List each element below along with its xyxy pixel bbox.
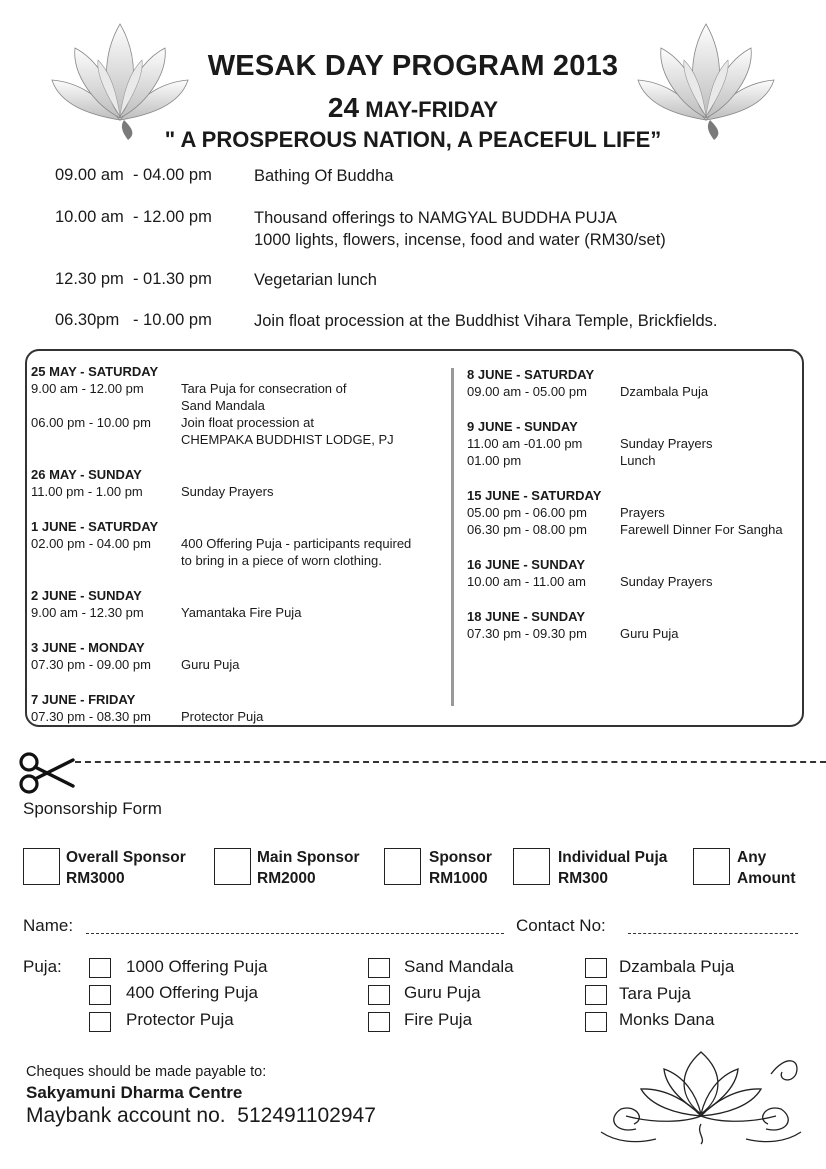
main-sponsor-checkbox[interactable] (214, 848, 251, 885)
schedule-row (467, 521, 802, 538)
puja-option-label: 400 Offering Puja (126, 983, 258, 1002)
schedule-desc: Yamantaka Fire Puja (181, 605, 302, 620)
schedule-desc: Sunday Prayers (620, 436, 713, 451)
puja-checkbox[interactable] (585, 958, 607, 978)
schedule-day-block (467, 556, 802, 590)
schedule-day-block (31, 363, 451, 448)
schedule-row (31, 552, 451, 569)
account-label: Maybank account no. (26, 1104, 226, 1127)
individual-puja-checkbox[interactable] (513, 848, 550, 885)
form-title: Sponsorship Form (23, 799, 162, 818)
schedule-desc: 400 Offering Puja - participants required (181, 536, 412, 551)
puja-option-label: Guru Puja (404, 983, 481, 1002)
puja-checkbox[interactable] (368, 1012, 390, 1032)
column-divider (451, 368, 454, 706)
date-number: 24 (327, 92, 360, 123)
schedule-day-heading: 18 JUNE - SUNDAY (467, 609, 586, 624)
schedule-desc: Sand Mandala (181, 398, 265, 413)
cut-line (75, 761, 826, 763)
program-desc: Thousand offerings to NAMGYAL BUDDHA PUJA 1000 lights, flowers, incense, food and water (RM30/set) (254, 209, 666, 249)
schedule-day-block (31, 587, 451, 621)
schedule-day-block (31, 518, 451, 569)
schedule-time: 07.30 pm - 09.30 pm (467, 626, 587, 641)
schedule-time: 06.00 pm - 10.00 pm (31, 415, 151, 430)
schedule-time: 9.00 am - 12.30 pm (31, 605, 144, 620)
program-time: 06.30pm - 10.00 pm (55, 311, 212, 329)
schedule-row (31, 380, 451, 397)
schedule-day-block (31, 639, 451, 673)
schedule-day-heading: 9 JUNE - SUNDAY (467, 419, 578, 434)
date-weekday: MAY-FRIDAY (365, 97, 499, 122)
schedule-time: 07.30 pm - 08.30 pm (31, 709, 151, 724)
schedule-day-block (31, 466, 451, 500)
schedule-row (467, 625, 802, 642)
any-amount-checkbox[interactable] (693, 848, 730, 885)
schedule-time: 10.00 am - 11.00 am (467, 574, 586, 589)
contact-label: Contact No: (516, 916, 606, 935)
schedule-row (31, 708, 451, 725)
overall-sponsor-label: Overall Sponsor RM3000 (66, 849, 186, 887)
schedule-row (31, 397, 451, 414)
schedule-time: 11.00 am -01.00 pm (467, 436, 583, 451)
puja-label: Puja: (23, 957, 62, 976)
puja-checkbox[interactable] (585, 985, 607, 1005)
schedule-row (467, 383, 802, 400)
schedule-time: 11.00 pm - 1.00 pm (31, 484, 143, 499)
schedule-time: 09.00 am - 05.00 pm (467, 384, 587, 399)
schedule-time: 01.00 pm (467, 453, 522, 468)
puja-option-label: Sand Mandala (404, 957, 514, 976)
puja-option-label: 1000 Offering Puja (126, 957, 268, 976)
schedule-day-heading: 7 JUNE - FRIDAY (31, 692, 136, 707)
schedule-day-block (467, 366, 802, 400)
event-date (0, 92, 826, 124)
schedule-row (467, 452, 802, 469)
sponsor-checkbox[interactable] (384, 848, 421, 885)
schedule-desc: Farewell Dinner For Sangha (620, 522, 783, 537)
puja-option-label: Monks Dana (619, 1010, 715, 1029)
schedule-day-block (467, 608, 802, 642)
schedule-day-heading: 15 JUNE - SATURDAY (467, 488, 602, 503)
schedule-day-heading: 2 JUNE - SUNDAY (31, 588, 142, 603)
lotus-outline-icon (596, 1044, 806, 1149)
schedule-desc: Guru Puja (181, 657, 240, 672)
schedule-desc: to bring in a piece of worn clothing. (181, 553, 382, 568)
schedule-row (31, 656, 451, 673)
schedule-day-block (31, 691, 451, 725)
puja-checkbox[interactable] (89, 985, 111, 1005)
program-time: 10.00 am - 12.00 pm (55, 208, 212, 226)
schedule-day-heading: 26 MAY - SUNDAY (31, 467, 142, 482)
schedule-row (31, 431, 451, 448)
schedule-row (31, 535, 451, 552)
program-desc: Bathing Of Buddha (254, 167, 394, 185)
schedule-day-block (467, 487, 802, 538)
account-number: 512491102947 (237, 1104, 376, 1127)
schedule-row (31, 483, 451, 500)
name-label: Name: (23, 916, 74, 935)
event-theme: " A PROSPEROUS NATION, A PEACEFUL LIFE” (164, 127, 662, 152)
schedule-day-heading: 1 JUNE - SATURDAY (31, 519, 159, 534)
schedule-row (31, 414, 451, 431)
schedule-time: 05.00 pm - 06.00 pm (467, 505, 587, 520)
schedule-row (467, 504, 802, 521)
payee-name: Sakyamuni Dharma Centre (26, 1083, 243, 1102)
puja-option-label: Dzambala Puja (619, 957, 735, 976)
puja-checkbox[interactable] (368, 958, 390, 978)
overall-sponsor-checkbox[interactable] (23, 848, 60, 885)
puja-option-label: Protector Puja (126, 1010, 234, 1029)
schedule-day-heading: 8 JUNE - SATURDAY (467, 367, 595, 382)
any-amount-label: Any Amount (737, 849, 796, 887)
schedule-desc: Sunday Prayers (620, 574, 713, 589)
schedule-row (467, 573, 802, 590)
program-time: 12.30 pm - 01.30 pm (55, 270, 212, 288)
schedule-time: 9.00 am - 12.00 pm (31, 381, 144, 396)
schedule-day-heading: 3 JUNE - MONDAY (31, 640, 145, 655)
schedule-desc: Tara Puja for consecration of (181, 381, 347, 396)
program-desc: Join float procession at the Buddhist Vihara Temple, Brickfields. (254, 312, 718, 330)
schedule-desc: Guru Puja (620, 626, 679, 641)
schedule-day-block (467, 418, 802, 469)
account-info (26, 1104, 376, 1128)
schedule-time: 07.30 pm - 09.00 pm (31, 657, 151, 672)
schedule-row (467, 435, 802, 452)
schedule-time: 02.00 pm - 04.00 pm (31, 536, 151, 551)
schedule-desc: Lunch (620, 453, 656, 468)
puja-checkbox[interactable] (585, 1012, 607, 1032)
program-desc: Vegetarian lunch (254, 271, 377, 289)
puja-checkbox[interactable] (89, 1012, 111, 1032)
schedule-day-heading: 16 JUNE - SUNDAY (467, 557, 586, 572)
schedule-desc: Protector Puja (181, 709, 264, 724)
puja-option-label: Tara Puja (619, 984, 691, 1003)
puja-checkbox[interactable] (368, 985, 390, 1005)
cheques-note: Cheques should be made payable to: (26, 1064, 267, 1080)
schedule-desc: Prayers (620, 505, 665, 520)
schedule-row (31, 604, 451, 621)
schedule-time: 06.30 pm - 08.00 pm (467, 522, 587, 537)
individual-puja-label: Individual Puja RM300 (558, 849, 668, 887)
puja-checkbox[interactable] (89, 958, 111, 978)
schedule-desc: Dzambala Puja (620, 384, 709, 399)
contact-field[interactable] (628, 916, 798, 934)
program-time: 09.00 am - 04.00 pm (55, 166, 212, 184)
schedule-desc: Sunday Prayers (181, 484, 274, 499)
name-field[interactable] (86, 916, 504, 934)
main-sponsor-label: Main Sponsor RM2000 (257, 849, 360, 887)
scissors-icon (17, 752, 75, 794)
puja-option-label: Fire Puja (404, 1010, 473, 1029)
sponsor-label: Sponsor RM1000 (429, 849, 492, 887)
page-title: WESAK DAY PROGRAM 2013 (207, 50, 619, 82)
schedule-desc: CHEMPAKA BUDDHIST LODGE, PJ (181, 432, 394, 447)
schedule-day-heading: 25 MAY - SATURDAY (31, 364, 159, 379)
schedule-desc: Join float procession at (181, 415, 314, 430)
